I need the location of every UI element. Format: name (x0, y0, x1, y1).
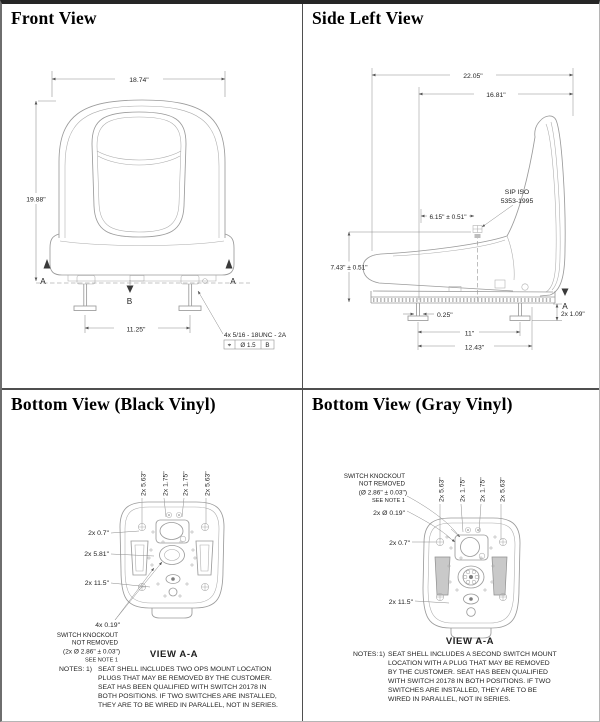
black-left-dim-1: 2x 0.7" (88, 530, 109, 537)
section-label-a: A (562, 302, 568, 311)
gray-knockout-line2: NOT REMOVED (359, 480, 405, 488)
gray-left-dim-2: 2x 11.5" (388, 599, 413, 606)
bottom-view-gray-panel (303, 390, 600, 721)
dim-stud-spacing: 11.25" (126, 326, 146, 334)
dim-overall-height: 19.88" (26, 196, 46, 204)
side-sip-marker (473, 226, 482, 239)
black-note-line-3: SEAT HAS BEEN QUALIFIED WITH SWITCH 20178 IN (98, 684, 267, 691)
gray-knockout-dim: 2x Ø 0.19" (373, 510, 405, 517)
section-label-a-left: A (40, 277, 46, 286)
gray-note-line-4: WITH SWITCH 20178 IN BOTH POSITIONS. IF TWO (388, 678, 551, 685)
thread-callout: 4x 5/16 - 18UNC - 2A (224, 332, 287, 339)
front-lower-dimensions (85, 291, 274, 349)
dim-overall-depth: 22.05" (463, 73, 483, 80)
black-left-dim-2: 2x 5.81" (84, 551, 109, 558)
black-note-number: 1) (86, 666, 93, 673)
fcf-position-symbol: ⌖ (227, 342, 232, 349)
front-seat-outline (50, 100, 234, 281)
dim-base-length: 12.43" (464, 344, 485, 352)
black-note-line-4: BOTH POSITIONS. IF TWO SWITCHES ARE INSTALLED, (98, 693, 277, 700)
black-dim-text (57, 471, 212, 664)
black-view-label: VIEW A-A (149, 649, 199, 660)
gray-top-dim-2: 2x 1.75" (459, 477, 467, 502)
section-label-a-right: A (230, 277, 236, 286)
side-left-view-title: Side Left View (312, 8, 424, 28)
black-note-line-5: THEY ARE TO BE WIRED IN PARALLEL, NOT IN SERIES. (98, 702, 278, 709)
side-left-view-panel (303, 4, 600, 390)
gray-note-line-5: SWITCHES ARE INSTALLED, THEY ARE TO BE (388, 687, 537, 694)
dim-overall-width: 18.74" (129, 77, 149, 84)
black-knockout-line3: (2x Ø 2.86" ± 0.03") (63, 648, 120, 656)
fcf-datum: B (265, 342, 270, 349)
gray-view-label: VIEW A-A (445, 636, 495, 647)
bottom-view-gray-drawing (303, 390, 600, 721)
black-knockout-line1: SWITCH KNOCKOUT (56, 632, 118, 639)
dim-bolt-spacing: 11" (464, 330, 475, 338)
side-seat-outline (363, 116, 565, 296)
front-view-panel (2, 4, 303, 390)
gray-notes-label: NOTES: (353, 651, 379, 658)
fcf-tolerance: Ø 1.5 (240, 342, 256, 349)
dim-rail-inset: 0.25" (437, 312, 453, 319)
black-left-dim-3: 2x 11.5" (84, 580, 109, 587)
front-view-title: Front View (11, 8, 97, 28)
black-seat-features (131, 512, 213, 597)
black-top-dim-4: 2x 5.63" (204, 471, 212, 496)
bottom-view-gray-title: Bottom View (Gray Vinyl) (312, 394, 513, 414)
black-knockout-line2: NOT REMOVED (72, 639, 118, 647)
bottom-view-black-panel (2, 390, 303, 721)
gray-left-dim-1: 2x 0.7" (389, 540, 410, 547)
gray-top-dim-1: 2x 5.63" (438, 477, 446, 502)
gray-knockout-line4: SEE NOTE 1 (372, 498, 405, 504)
black-notes-label: NOTES: (59, 666, 85, 673)
front-dimension-lines (20, 71, 225, 281)
gray-knockout-line3: (Ø 2.86" ± 0.03") (358, 489, 407, 497)
dim-backrest-depth: 16.81" (486, 92, 506, 99)
sip-iso-label-line2: 5353-1995 (500, 198, 534, 205)
front-dim-text (26, 77, 287, 349)
gray-note-number: 1) (379, 651, 386, 658)
gray-note-line-6: WIRED IN PARALLEL, NOT IN SERIES. (388, 696, 511, 703)
bottom-view-black-title: Bottom View (Black Vinyl) (11, 394, 216, 414)
datum-label-b: B (126, 297, 133, 306)
black-top-dim-1: 2x 5.63" (140, 471, 148, 496)
gray-top-dim-4: 2x 5.63" (499, 477, 507, 502)
gray-top-dim-3: 2x 1.75" (479, 477, 487, 502)
black-top-dim-2: 2x 1.75" (162, 471, 170, 496)
gray-note-line-3: BY THE CUSTOMER. SEAT HAS BEEN QUALIFIED (388, 669, 548, 676)
black-knockout-dim: 4x 0.19" (95, 622, 120, 629)
gray-notes (353, 651, 557, 703)
side-left-view-drawing (303, 4, 600, 390)
side-rail-assembly (371, 280, 555, 321)
black-note-line-1: SEAT SHELL INCLUDES TWO OPS MOUNT LOCATION (98, 666, 272, 673)
bottom-view-black-drawing (2, 390, 303, 721)
dim-sip-setback: 6.15" ± 0.51" (429, 214, 467, 221)
gray-top-dim-leaders (407, 496, 501, 542)
black-knockout-line4: SEE NOTE 1 (85, 657, 118, 664)
dim-bolt-length: 2x 1.09" (561, 311, 585, 318)
black-top-dim-3: 2x 1.75" (182, 471, 190, 496)
black-note-line-2: PLUGS THAT MAY BE REMOVED BY THE CUSTOMER. (98, 675, 272, 682)
gray-note-line-2: LOCATION WITH A PLUG THAT MAY BE REMOVED (388, 660, 550, 667)
gray-knockout-line1: SWITCH KNOCKOUT (343, 473, 405, 480)
gray-note-line-1: SEAT SHELL INCLUDES A SECOND SWITCH MOUNT (388, 651, 557, 658)
dim-sip-height: 7.43" ± 0.51" (330, 264, 368, 272)
sip-iso-label-line1: SIP ISO (504, 189, 530, 196)
front-view-drawing (2, 4, 303, 390)
black-notes (59, 666, 278, 709)
